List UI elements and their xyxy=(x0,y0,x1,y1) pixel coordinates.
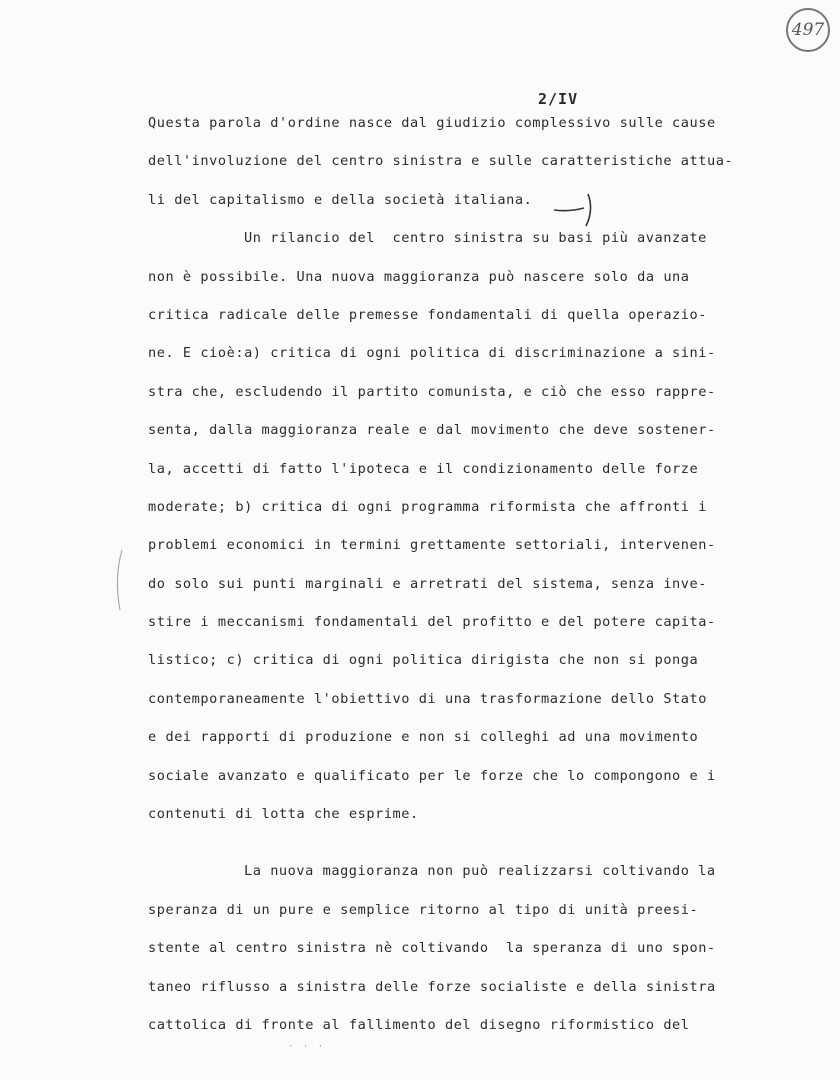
text-line: contemporaneamente l'obiettivo di una trasformazione dello Stato xyxy=(148,690,707,707)
stamp-number: 497 xyxy=(791,20,825,40)
text-line: li del capitalismo e della società italiana. xyxy=(148,191,533,208)
page-number-stamp xyxy=(786,8,830,52)
text-line: Un rilancio del centro sinistra su basi più avanzate xyxy=(244,230,707,247)
page-header: 2/IV xyxy=(538,90,579,108)
text-line: critica radicale delle premesse fondamentali di quella operazio- xyxy=(148,306,707,323)
text-line: problemi economici in termini grettamente settoriali, intervenen- xyxy=(148,537,716,554)
text-line: non è possibile. Una nuova maggioranza può nascere solo da una xyxy=(148,268,690,285)
document-text xyxy=(148,104,808,1044)
text-line: La nuova maggioranza non può realizzarsi coltivando la xyxy=(244,863,716,880)
margin-pencil-mark xyxy=(112,548,126,612)
text-line: sociale avanzato e qualificato per le forze che lo compongono e i xyxy=(148,767,716,784)
text-line: la, accetti di fatto l'ipoteca e il condizionamento delle forze xyxy=(148,460,699,477)
text-line: senta, dalla maggioranza reale e dal movimento che deve sostener- xyxy=(148,422,716,439)
text-line: contenuti di lotta che esprime. xyxy=(148,806,419,823)
text-line: stra che, escludendo il partito comunista, e ciò che esso rappre- xyxy=(148,383,716,400)
text-line: listico; c) critica di ogni politica dirigista che non si ponga xyxy=(148,652,699,669)
text-line: e dei rapporti di produzione e non si colleghi ad una movimento xyxy=(148,729,699,746)
text-line: cattolica di fronte al fallimento del disegno riformistico del xyxy=(148,1016,690,1033)
paragraph-gap xyxy=(148,833,808,852)
text-line: stire i meccanismi fondamentali del profitto e del potere capita- xyxy=(148,614,716,631)
text-line: ne. E cioè:a) critica di ogni politica di discriminazione a sini- xyxy=(148,345,716,362)
text-line: do solo sui punti marginali e arretrati del sistema, senza inve- xyxy=(148,575,707,592)
text-line: speranza di un pure e semplice ritorno al tipo di unità preesi- xyxy=(148,901,699,918)
text-line: taneo riflusso a sinistra delle forze socialiste e della sinistra xyxy=(148,978,716,995)
ink-smudge: · · · xyxy=(288,1042,326,1052)
text-line: stente al centro sinistra nè coltivando la speranza di uno spon- xyxy=(148,940,716,957)
text-line: moderate; b) critica di ogni programma riformista che affronti i xyxy=(148,498,707,515)
text-line: dell'involuzione del centro sinistra e sulle caratteristiche attua- xyxy=(148,153,734,170)
text-line: Questa parola d'ordine nasce dal giudizio complessivo sulle cause xyxy=(148,115,716,131)
